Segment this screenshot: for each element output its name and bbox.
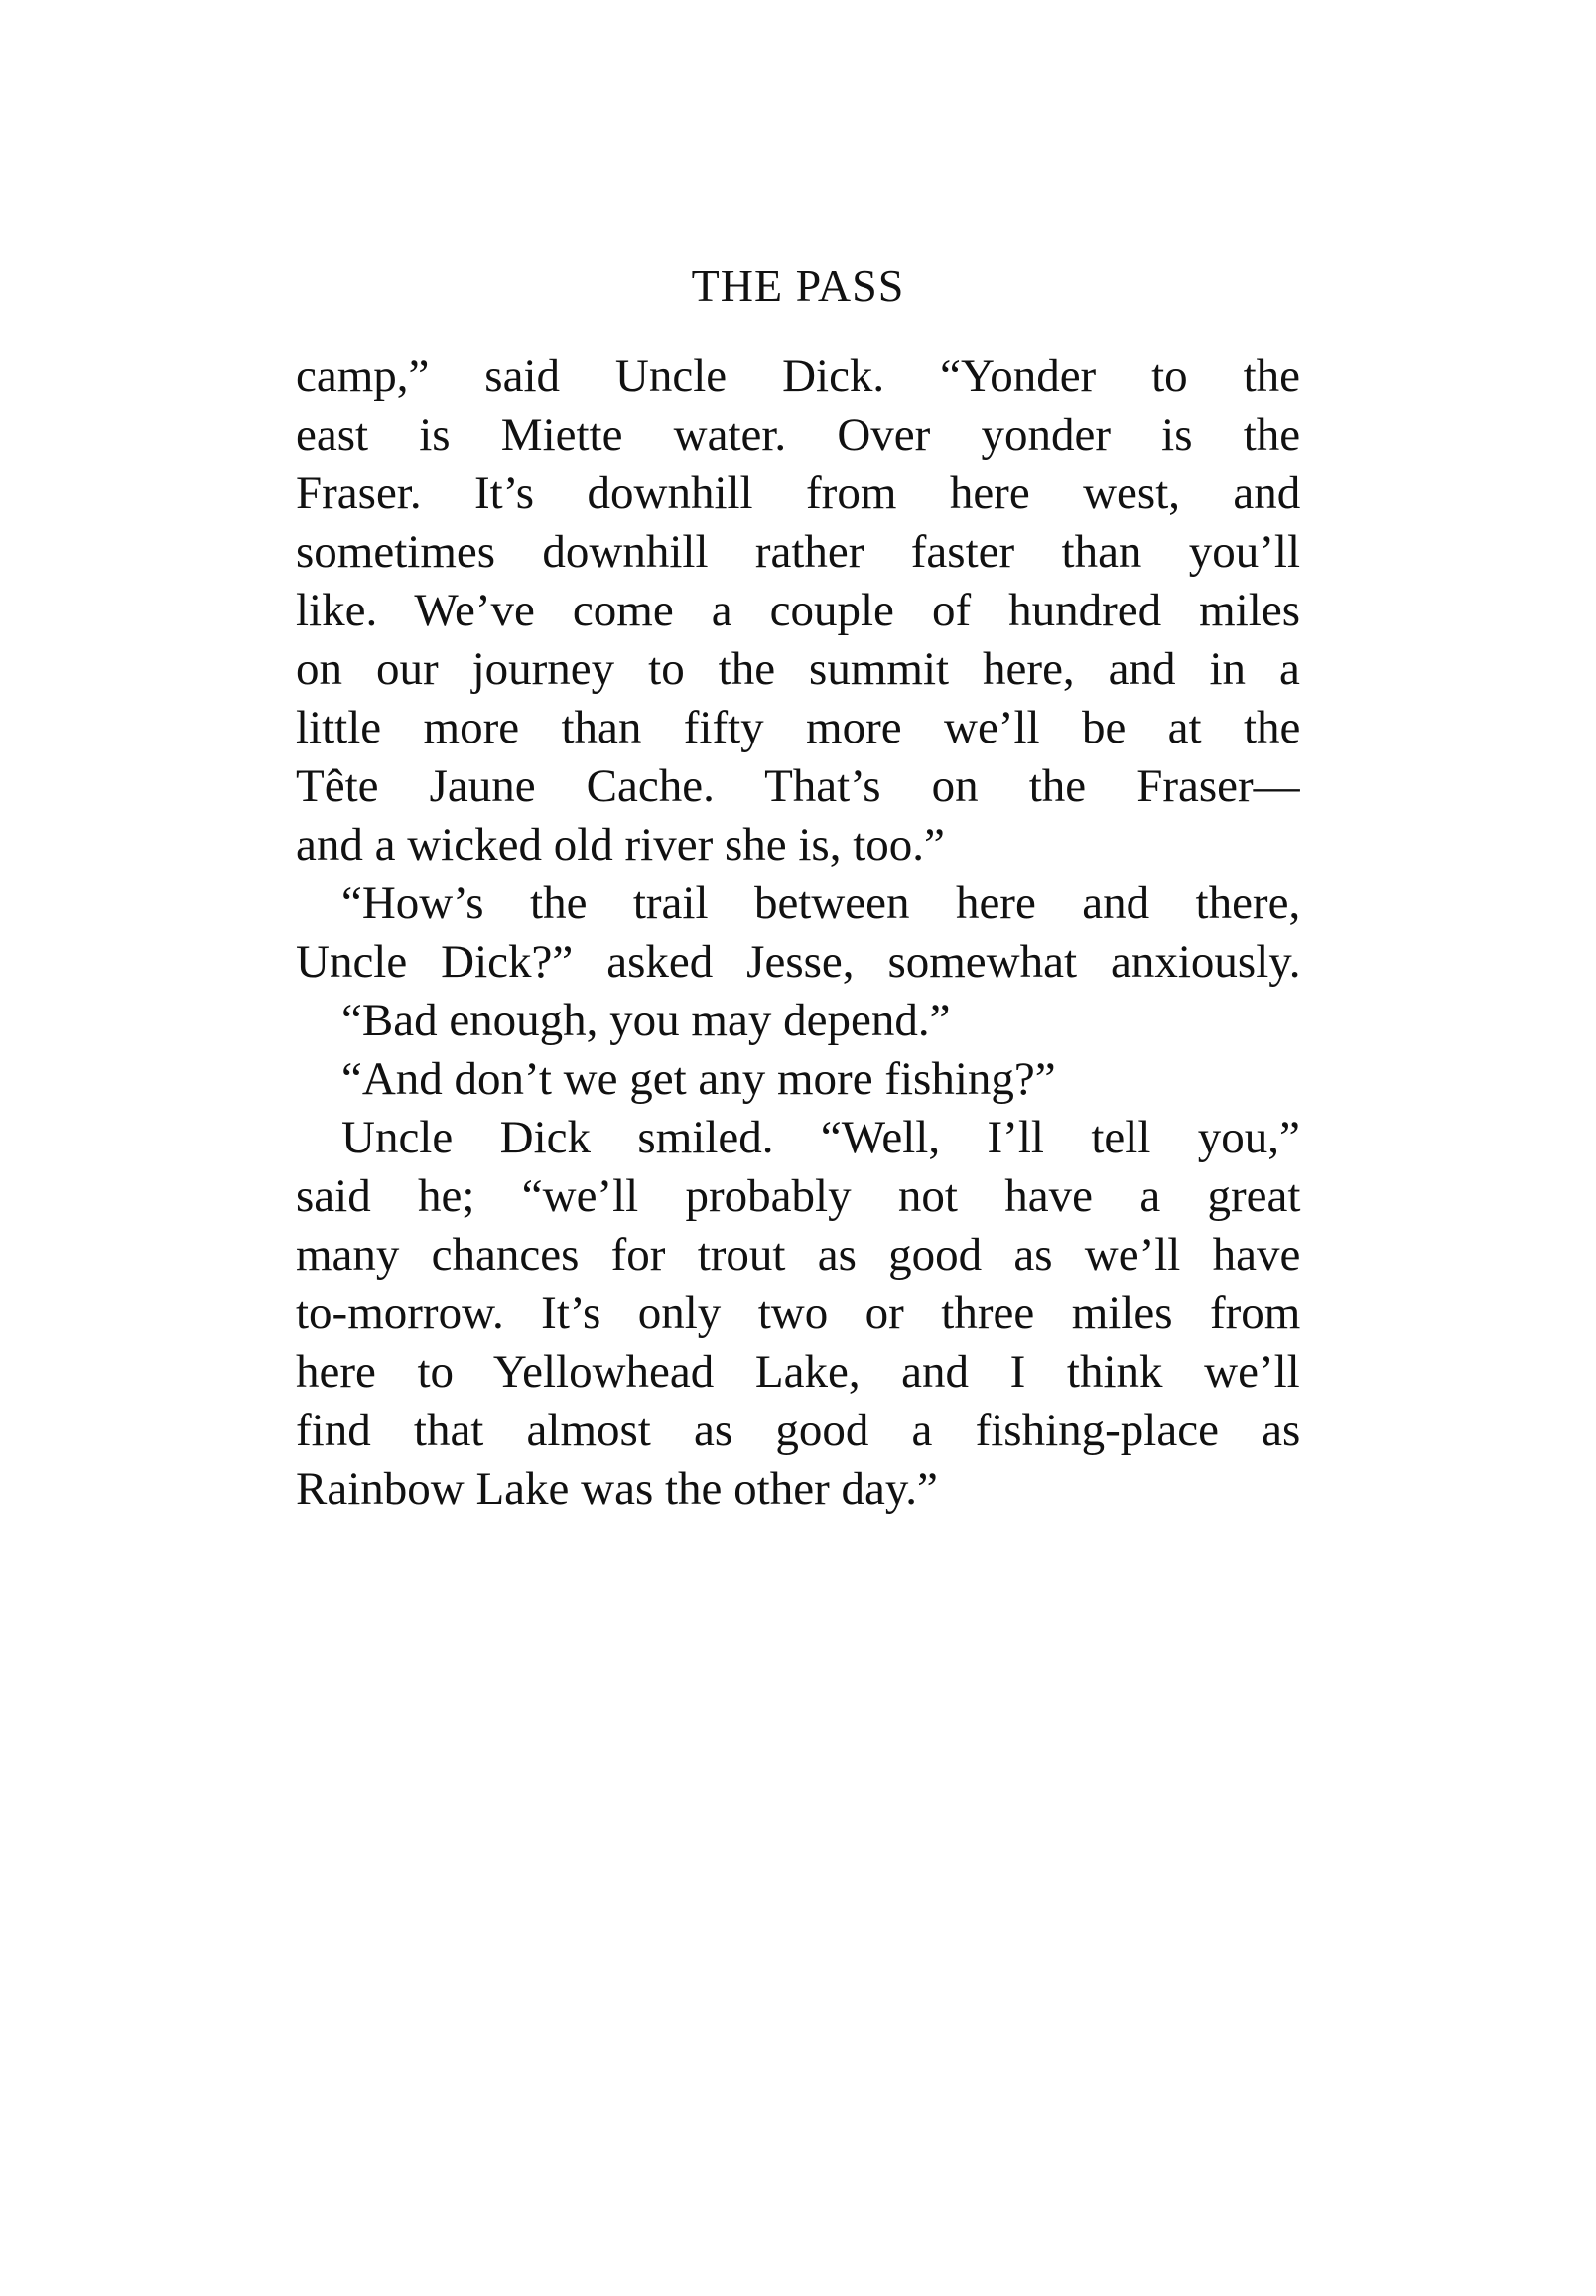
text-line: “And don’t we get any more fishing?” xyxy=(341,1053,1056,1105)
text-line: said he; “we’ll probably not have a great xyxy=(296,1170,1301,1222)
text-line: little more than fifty more we’ll be at the xyxy=(296,702,1301,753)
text-line: Fraser. It’s downhill from here west, and xyxy=(296,468,1301,519)
text-line: camp,” said Uncle Dick. “Yonder to the xyxy=(296,350,1301,402)
text-line: many chances for trout as good as we’ll have xyxy=(296,1229,1301,1281)
text-line: sometimes downhill rather faster than you’ll xyxy=(296,526,1301,578)
text-line: Uncle Dick?” asked Jesse, somewhat anxiously. xyxy=(296,936,1301,988)
text-line: Rainbow Lake was the other day.” xyxy=(296,1463,938,1515)
text-line: on our journey to the summit here, and in a xyxy=(296,643,1300,695)
text-line: “Bad enough, you may depend.” xyxy=(341,995,951,1046)
running-head: THE PASS xyxy=(691,260,905,311)
text-line: here to Yellowhead Lake, and I think we’ll xyxy=(296,1346,1300,1398)
text-line: “How’s the trail between here and there, xyxy=(341,878,1301,929)
text-line: like. We’ve come a couple of hundred miles xyxy=(296,585,1301,636)
text-line: find that almost as good a fishing-place as xyxy=(296,1405,1301,1456)
text-line: Tête Jaune Cache. That’s on the Fraser— xyxy=(296,760,1300,812)
text-line: Uncle Dick smiled. “Well, I’ll tell you,” xyxy=(341,1112,1300,1163)
body-text xyxy=(296,347,1300,1519)
text-line: and a wicked old river she is, too.” xyxy=(296,819,945,871)
text-line: to-morrow. It’s only two or three miles from xyxy=(296,1287,1301,1339)
text-line: east is Miette water. Over yonder is the xyxy=(296,409,1301,461)
